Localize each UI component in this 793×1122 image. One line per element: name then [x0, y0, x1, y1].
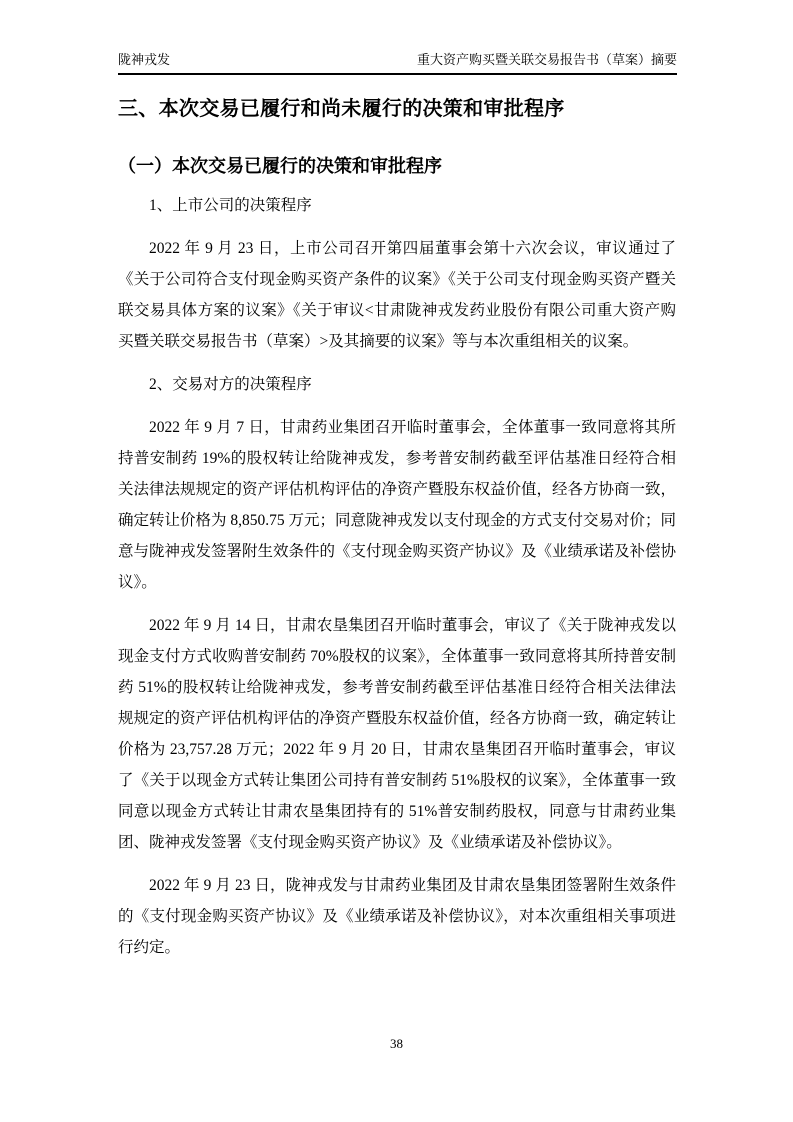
page-number: 38 — [390, 1036, 403, 1051]
section-title: （一）本次交易已履行的决策和审批程序 — [118, 156, 442, 176]
header-running-title-right: 重大资产购买暨关联交易报告书（草案）摘要 — [416, 52, 677, 67]
paragraph: 2022 年 9 月 23 日，上市公司召开第四届董事会第十六次会议，审议通过了《关于公司符合支付现金购买资产条件的议案》《关于公司支付现金购买资产暨关联交易具体方案的议案》《关于审议<甘肃陇神戎发药业股份有限公司重大资产购买暨关联交易报告书（草案）>及其摘要的议案》等与本次重组相关的议案。 — [118, 240, 676, 350]
paragraph: 2022 年 9 月 14 日，甘肃农垦集团召开临时董事会，审议了《关于陇神戎发以现金支付方式收购普安制药 70%股权的议案》，全体董事一致同意将其所持普安制药 51%的股权转让给陇神戎发，参考普安制药截至评估基准日经符合相关法律法规规定的资产评估机构评估的净资产暨股东权益价值，经各方协商一致，确定转让价格为 23,757.28 万元；2022 年 9 月 20 日，甘肃农垦集团召开临时董事会，审议了《关于以现金方式转让集团公司持有普安制药 51%股权的议案》，全体董事一致同意以现金方式转让甘肃农垦集团持有的 51%普安制药股权，同意与甘肃药业集团、陇神戎发签署《支付现金购买资产协议》及《业绩承诺及补偿协议》。 — [118, 617, 677, 851]
page-footer — [0, 1036, 793, 1052]
page-content — [118, 96, 676, 975]
paragraph: 2022 年 9 月 23 日，陇神戎发与甘肃药业集团及甘肃农垦集团签署附生效条件的《支付现金购买资产协议》及《业绩承诺及补偿协议》，对本次重组相关事项进行约定。 — [118, 877, 676, 956]
item-heading-listed-company: 1、上市公司的决策程序 — [149, 197, 312, 214]
chapter-title: 三、本次交易已履行和尚未履行的决策和审批程序 — [118, 98, 565, 120]
item-heading-counterparty: 2、交易对方的决策程序 — [149, 376, 312, 393]
paragraph: 2022 年 9 月 7 日，甘肃药业集团召开临时董事会，全体董事一致同意将其所持普安制药 19%的股权转让给陇神戎发，参考普安制药截至评估基准日经符合相关法律法规规定的资产评估机构评估的净资产暨股东权益价值，经各方协商一致，确定转让价格为 8,850.75 万元；同意陇神戎发以支付现金的方式支付交易对价；同意与陇神戎发签署附生效条件的《支付现金购买资产协议》及《业绩承诺及补偿协议》。 — [118, 419, 677, 591]
header-running-title-left: 陇神戎发 — [118, 52, 171, 67]
page-header — [118, 52, 677, 75]
